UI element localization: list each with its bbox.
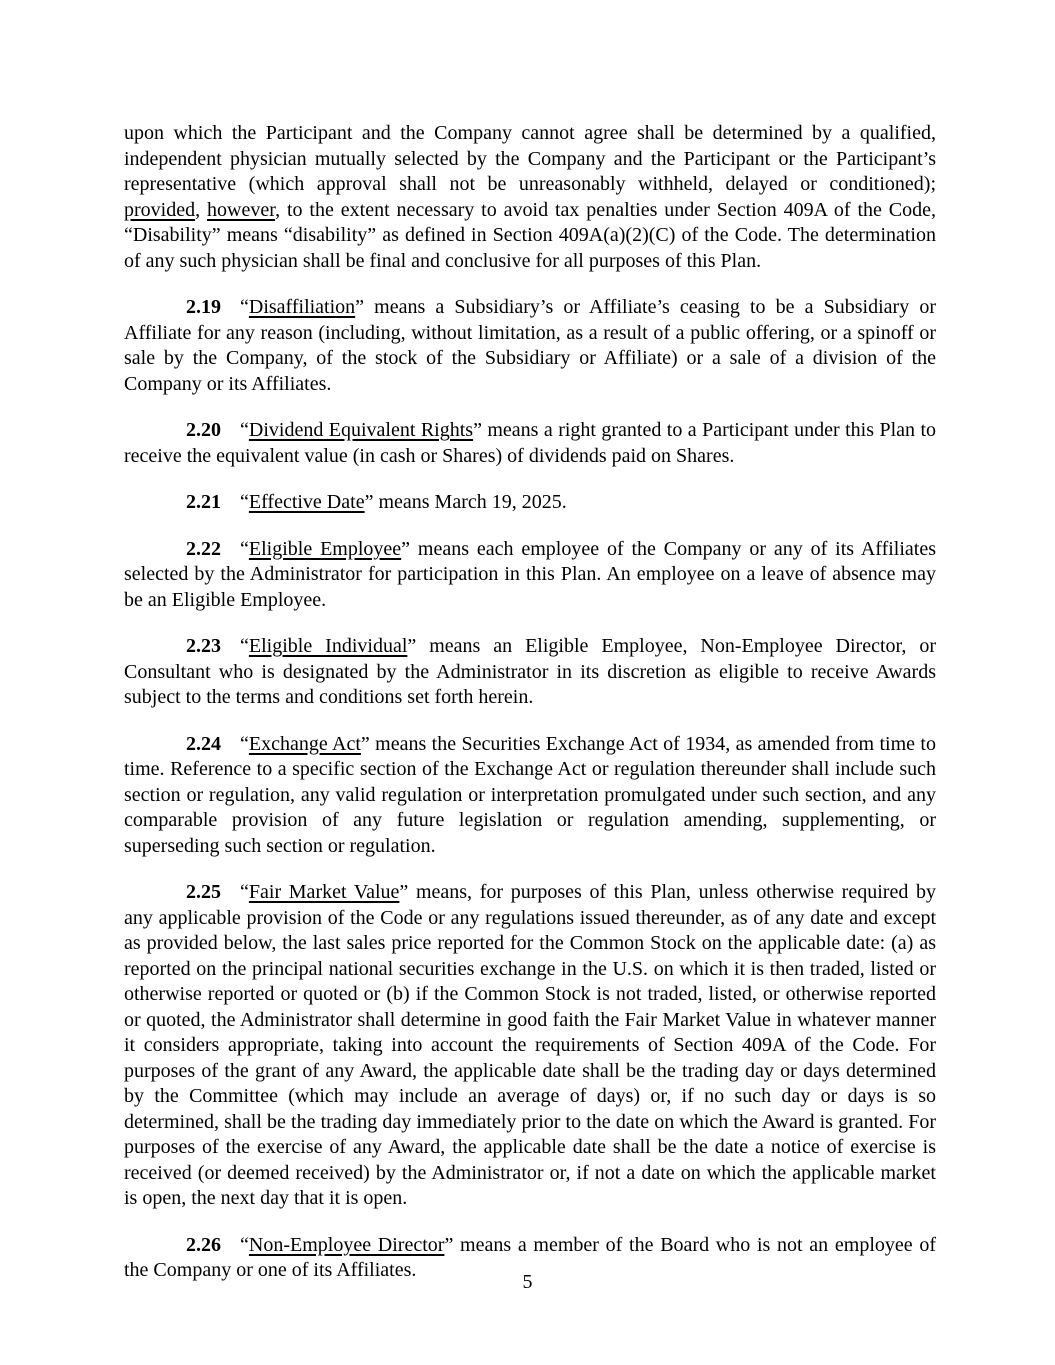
text-segment: ” means a Subsidiary’s or Affiliate’s ceasing to be a Subsidiary or Affiliate for any reason (including, without limitation, as a result of a public offering, or a spinoff or sale by the Company, of the stock of the Subsidiary or Affiliate) or a sale of a division of the Company or its Affiliates. xyxy=(124,296,936,395)
text-segment: “ xyxy=(240,881,249,903)
defined-term: Eligible Employee xyxy=(248,537,402,560)
text-segment: ” means an Eligible Employee, Non-Employee Director, or Consultant who is designated by the Administrator in its discretion as eligible to receive Awards subject to the terms and conditions set forth herein. xyxy=(124,635,936,708)
defined-term: Effective Date xyxy=(248,491,365,513)
section-2.19-disaffiliation xyxy=(124,295,936,397)
section-2.24-exchange-act xyxy=(124,732,936,860)
section-2.25-fair-market-value xyxy=(124,880,936,1212)
page-number: 5 xyxy=(522,1271,533,1293)
defined-term: Dividend Equivalent Rights xyxy=(248,419,474,441)
text-segment: “ xyxy=(240,732,249,755)
section-2.22-eligible-employee xyxy=(124,537,936,614)
text-segment: upon which the Participant and the Company cannot agree shall be determined by a qualified, independent physician mutually selected by the Company and the Participant or the Participant’s representative (which approval shall not be unreasonably withheld, delayed or conditioned); xyxy=(124,122,936,195)
text-segment: , to the extent necessary to avoid tax penalties under Section 409A of the Code, “Disability” means “disability” as defined in Section 409A(a)(2)(C) of the Code. The determination of any such physician shall be final and conclusive for all purposes of this Plan. xyxy=(124,198,936,272)
text-segment: “ xyxy=(240,635,249,657)
text-segment: “ xyxy=(240,491,249,513)
text-segment: “ xyxy=(240,419,249,441)
section-number: 2.22 xyxy=(186,537,221,560)
document-body xyxy=(124,121,936,1284)
defined-term: provided xyxy=(124,198,196,221)
text-segment: ” means a right granted to a Participant under this Plan to receive the equivalent value (in cash or Shares) of dividends paid on Shares. xyxy=(124,419,936,467)
section-2.21-effective-date xyxy=(124,490,936,516)
text-segment: “ xyxy=(240,537,249,560)
text-segment: , xyxy=(195,198,207,221)
section-number: 2.25 xyxy=(186,881,221,903)
section-number: 2.19 xyxy=(186,296,221,318)
defined-term: Non-Employee Director xyxy=(248,1233,445,1256)
text-segment: ” means each employee of the Company or any of its Affiliates selected by the Administrator for participation in this Plan. An employee on a leave of absence may be an Eligible Employee. xyxy=(124,537,936,611)
section-number: 2.26 xyxy=(186,1233,221,1256)
defined-term: Disaffiliation xyxy=(248,296,356,318)
section-number: 2.24 xyxy=(186,732,221,755)
section-number: 2.20 xyxy=(186,419,221,441)
defined-term: Eligible Individual xyxy=(248,635,408,657)
text-segment: ” means, for purposes of this Plan, unless otherwise required by any applicable provision of the Code or any regulations issued thereunder, as of any date and except as provided below, the last sales price reported for the Common Stock on the applicable date: (a) as reported on the principal national securities exchange in the U.S. on which it is then traded, listed or otherwise reported or quoted or (b) if the Common Stock is not traded, listed, or otherwise reported or quoted, the Administrator shall determine in good faith the Fair Market Value in whatever manner it considers appropriate, taking into account the requirements of Section 409A of the Code. For purposes of the grant of any Award, the applicable date shall be the trading day or days determined by the Committee (which may include an average of days) or, if no such day or days is so determined, shall be the trading day immediately prior to the date on which the Award is granted. For purposes of the exercise of any Award, the applicable date shall be the date a notice of exercise is received (or deemed received) by the Administrator or, if not a date on which the applicable market is open, the next day that it is open. xyxy=(124,881,936,1209)
section-number: 2.23 xyxy=(186,635,221,657)
text-segment: “ xyxy=(240,296,249,318)
defined-term: however xyxy=(207,198,276,221)
text-segment: ” means a member of the Board who is not an employee of the Company or one of its Affiliates. xyxy=(124,1233,937,1281)
text-segment: ” means March 19, 2025. xyxy=(364,491,567,513)
text-segment: ” means the Securities Exchange Act of 1934, as amended from time to time. Reference to a specific section of the Exchange Act or regulation thereunder shall include such section or regulation, any valid regulation or interpretation promulgated under such section, and any comparable provision of any future legislation or regulation amending, supplementing, or superseding such section or regulation. xyxy=(124,732,936,857)
section-2.20-dividend-equivalent-rights xyxy=(124,418,936,469)
section-2.23-eligible-individual xyxy=(124,634,936,711)
section-number: 2.21 xyxy=(186,491,221,513)
defined-term: Exchange Act xyxy=(248,732,361,755)
defined-term: Fair Market Value xyxy=(248,881,400,903)
text-segment: “ xyxy=(240,1233,249,1256)
paragraph-disability-continuation xyxy=(124,121,936,274)
